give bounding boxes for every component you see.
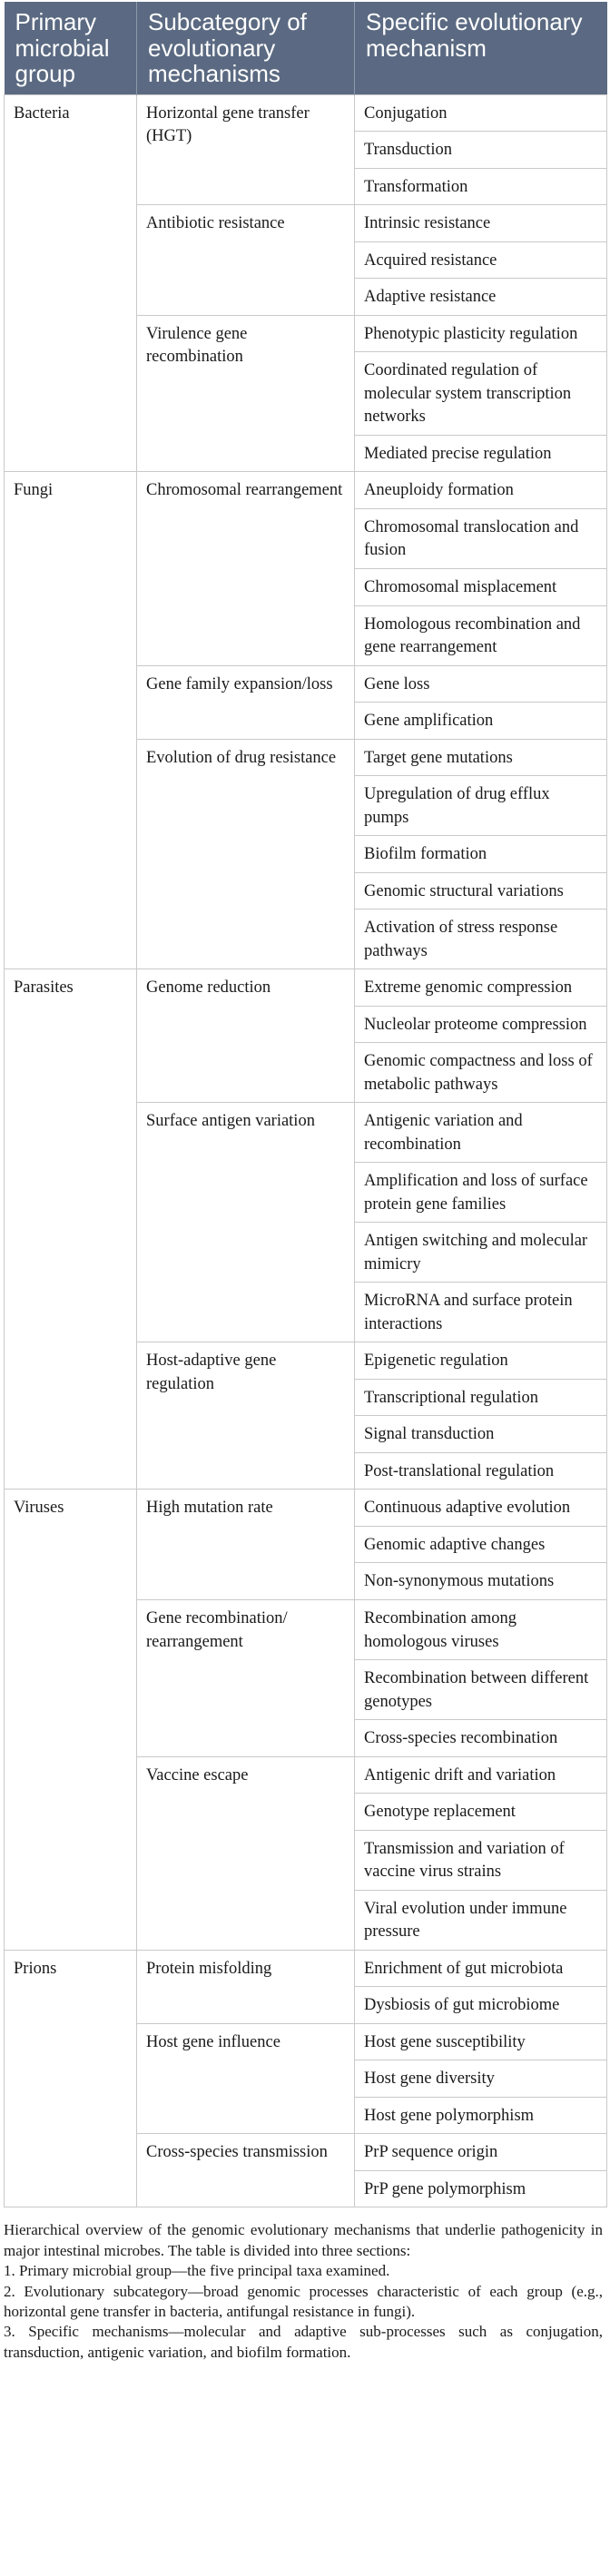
header-subcategory: Subcategory of evolutionary mechanisms [137,2,355,94]
mechanism-cell: Recombination between different genotypes [355,1660,607,1720]
mechanism-cell: Chromosomal misplacement [355,569,607,606]
mechanism-cell: Nucleolar proteome compression [355,1006,607,1043]
mechanism-cell: Aneuploidy formation [355,472,607,509]
mechanism-cell: Non-synonymous mutations [355,1563,607,1600]
mechanism-cell: Conjugation [355,94,607,132]
mechanism-cell: PrP sequence origin [355,2134,607,2171]
mechanism-cell: Epigenetic regulation [355,1342,607,1380]
table-row [5,1490,607,1527]
mechanism-cell: Antigenic drift and variation [355,1756,607,1794]
mechanism-cell: Enrichment of gut microbiota [355,1950,607,1987]
mechanism-cell: Transformation [355,168,607,205]
mechanism-cell: Genomic adaptive changes [355,1526,607,1563]
mechanism-cell: Transduction [355,132,607,169]
mechanism-cell: Genomic structural variations [355,872,607,909]
caption-note-1: 1. Primary microbial group—the five principal taxa examined. [4,2262,390,2280]
subcategory-cell: Gene recombination/ rearrangement [137,1599,355,1756]
mechanism-cell: Continuous adaptive evolution [355,1490,607,1527]
mechanism-cell: Antigenic variation and recombination [355,1103,607,1163]
mechanism-cell: Activation of stress response pathways [355,909,607,969]
mechanism-cell: Homologous recombination and gene rearrangement [355,605,607,665]
subcategory-cell: Gene family expansion/loss [137,665,355,739]
subcategory-cell: Horizontal gene transfer (HGT) [137,94,355,205]
evolution-mechanisms-table [4,2,607,2207]
header-primary-group: Primary microbial group [5,2,137,94]
subcategory-cell: Host-adaptive gene regulation [137,1342,355,1490]
mechanism-cell: Biofilm formation [355,836,607,873]
mechanism-cell: Coordinated regulation of molecular system transcription networks [355,352,607,436]
mechanism-cell: MicroRNA and surface protein interactions [355,1283,607,1342]
caption-intro: Hierarchical overview of the genomic evolutionary mechanisms that underlie pathogenicity in major intestinal microbes. The table is divided into three sections: [4,2221,603,2259]
mechanism-cell: Viral evolution under immune pressure [355,1890,607,1950]
group-cell: Viruses [5,1490,137,1950]
subcategory-cell: Host gene influence [137,2023,355,2134]
mechanism-cell: Gene amplification [355,703,607,740]
table-row [5,94,607,132]
mechanism-cell: Genomic compactness and loss of metabolic pathways [355,1043,607,1103]
table-header [5,2,607,94]
mechanism-cell: Genotype replacement [355,1794,607,1831]
subcategory-cell: Virulence gene recombination [137,315,355,472]
group-cell: Fungi [5,472,137,969]
mechanism-cell: Extreme genomic compression [355,969,607,1007]
mechanism-cell: Mediated precise regulation [355,435,607,472]
subcategory-cell: High mutation rate [137,1490,355,1600]
mechanism-cell: Target gene mutations [355,739,607,776]
mechanism-cell: Transmission and variation of vaccine virus strains [355,1830,607,1890]
mechanism-cell: Acquired resistance [355,241,607,279]
subcategory-cell: Chromosomal rearrangement [137,472,355,665]
caption-note-2: 2. Evolutionary subcategory—broad genomic processes characteristic of each group (e.g., horizontal gene transfer in bacteria, antifungal resistance in fungi). [4,2282,603,2321]
mechanism-cell: Upregulation of drug efflux pumps [355,776,607,836]
subcategory-cell: Evolution of drug resistance [137,739,355,969]
group-cell: Bacteria [5,94,137,472]
table-body [5,94,607,2207]
mechanism-cell: Recombination among homologous viruses [355,1599,607,1659]
mechanism-cell: Host gene diversity [355,2060,607,2098]
header-specific-mechanism: Specific evolutionary mechanism [355,2,607,94]
subcategory-cell: Protein misfolding [137,1950,355,2023]
table-row [5,969,607,1007]
mechanism-cell: Post-translational regulation [355,1452,607,1490]
mechanism-cell: Intrinsic resistance [355,205,607,242]
group-cell: Parasites [5,969,137,1490]
mechanism-cell: PrP gene polymorphism [355,2170,607,2207]
mechanism-cell: Signal transduction [355,1416,607,1453]
caption-note-3: 3. Specific mechanisms—molecular and adaptive sub-processes such as conjugation, transduction, antigenic variation, and biofilm formation. [4,2323,603,2361]
mechanism-cell: Chromosomal translocation and fusion [355,508,607,568]
mechanism-cell: Antigen switching and molecular mimicry [355,1223,607,1283]
subcategory-cell: Genome reduction [137,969,355,1103]
subcategory-cell: Antibiotic resistance [137,205,355,316]
header-row [5,2,607,94]
table-caption [4,2220,603,2363]
table-row [5,472,607,509]
group-cell: Prions [5,1950,137,2207]
table-row [5,1950,607,1987]
mechanism-cell: Dysbiosis of gut microbiome [355,1987,607,2024]
subcategory-cell: Cross-species transmission [137,2134,355,2207]
mechanism-cell: Host gene susceptibility [355,2023,607,2060]
mechanism-cell: Amplification and loss of surface protein gene families [355,1163,607,1223]
mechanism-cell: Gene loss [355,665,607,703]
mechanism-cell: Adaptive resistance [355,279,607,316]
subcategory-cell: Surface antigen variation [137,1103,355,1342]
subcategory-cell: Vaccine escape [137,1756,355,1950]
mechanism-cell: Host gene polymorphism [355,2097,607,2134]
mechanism-cell: Phenotypic plasticity regulation [355,315,607,352]
mechanism-cell: Transcriptional regulation [355,1379,607,1416]
mechanism-cell: Cross-species recombination [355,1720,607,1757]
